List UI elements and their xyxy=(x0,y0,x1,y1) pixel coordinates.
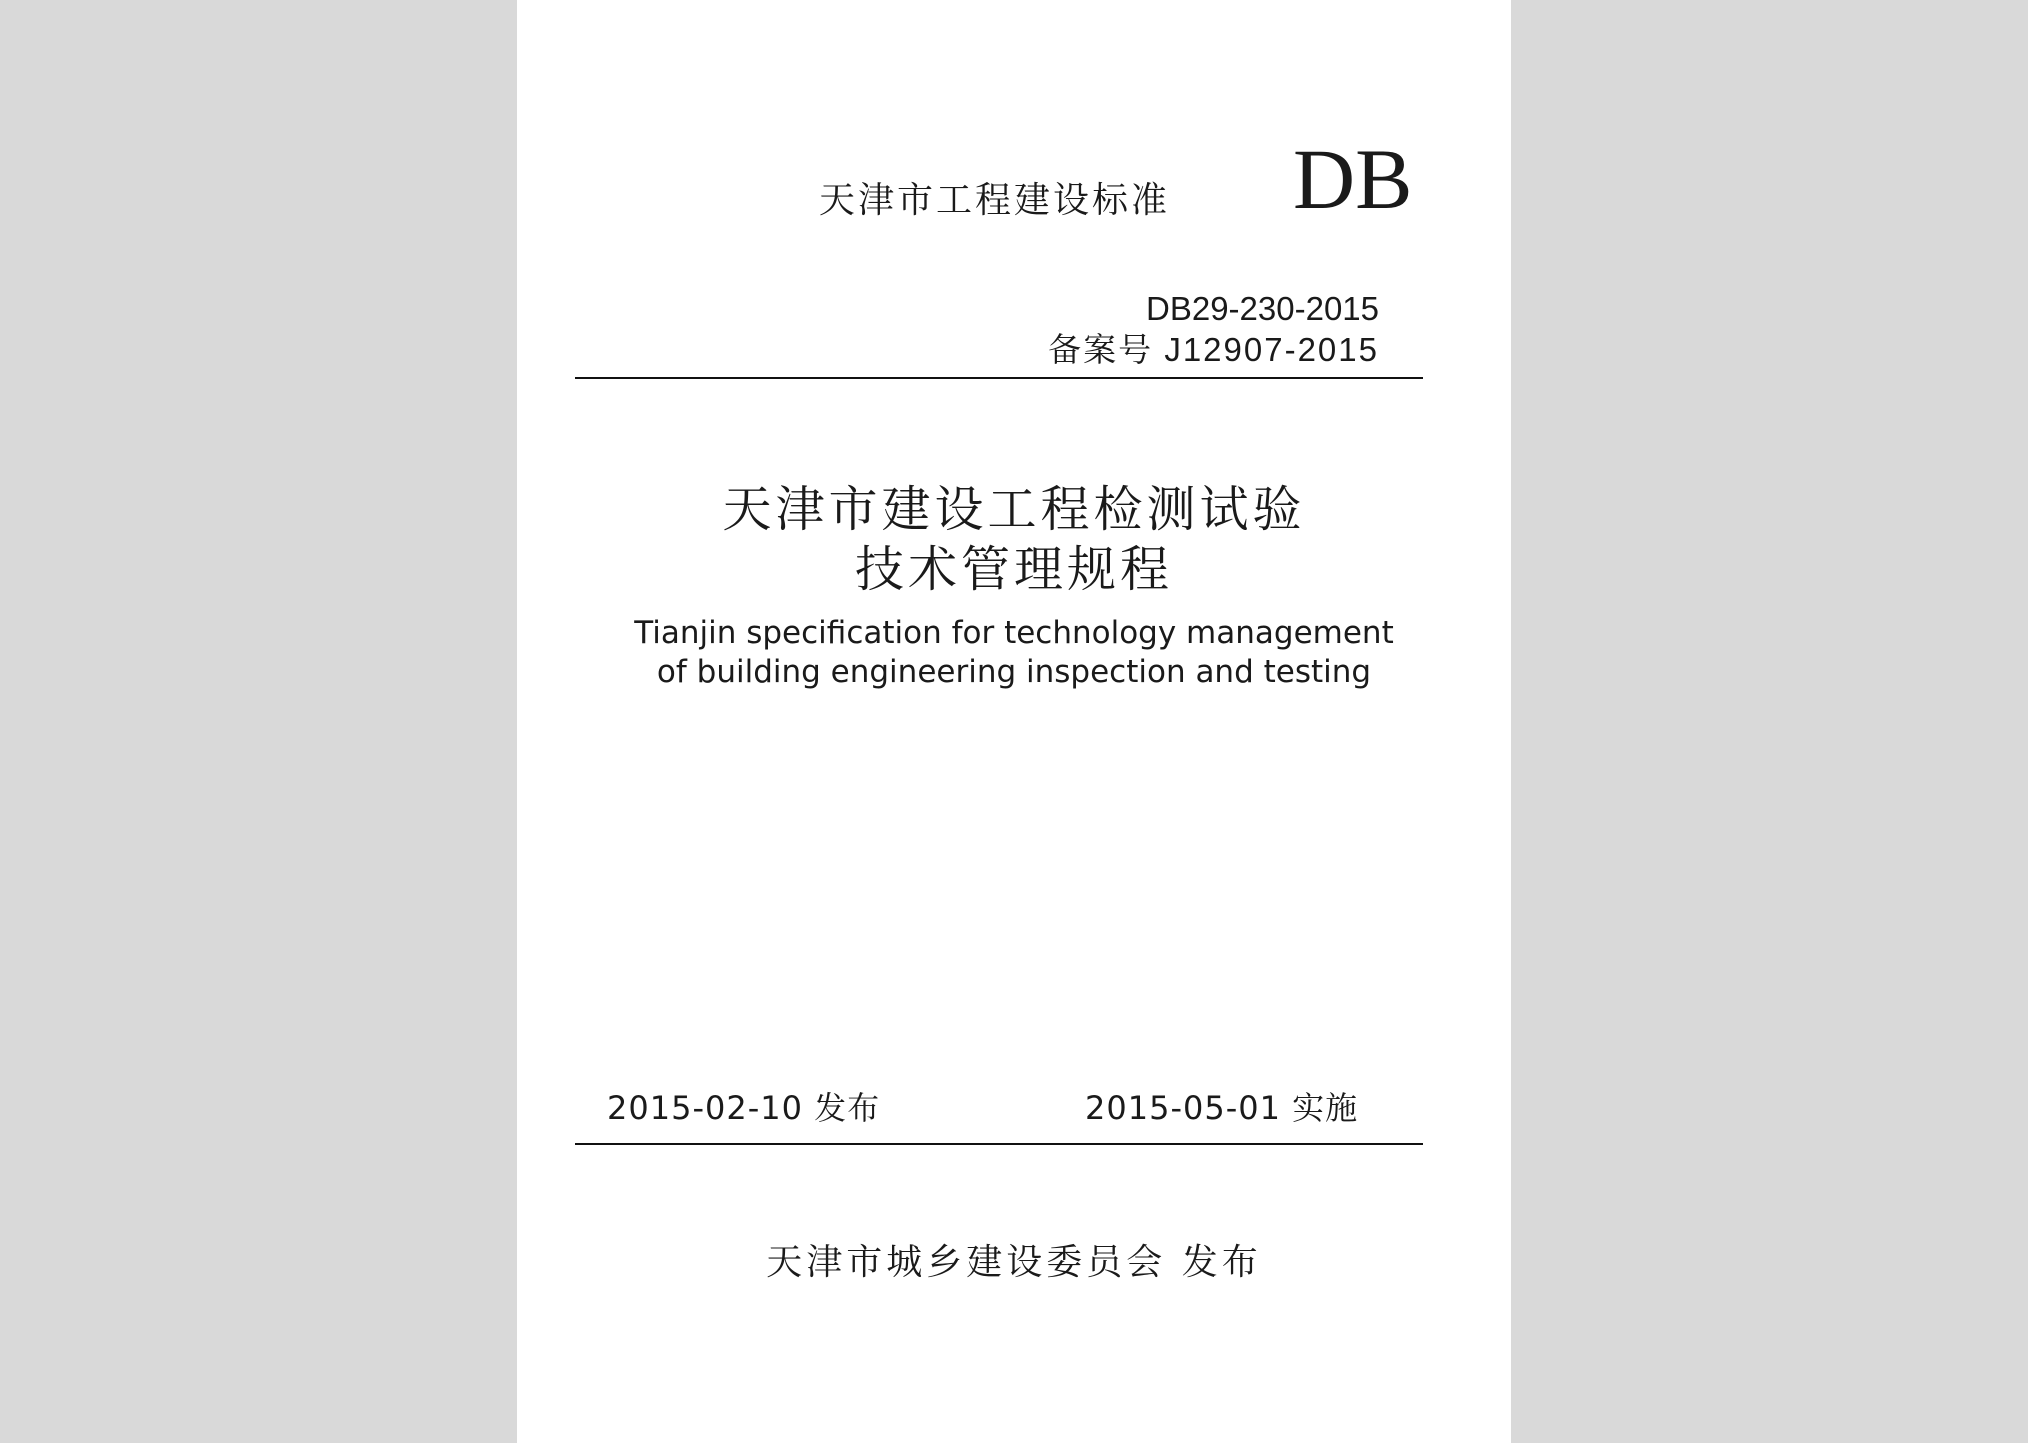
title-en-line1: Tianjin specification for technology management xyxy=(634,615,1394,651)
record-number: 备案号 J12907-2015 xyxy=(1048,331,1379,368)
effective-date: 2015-05-01 实施 xyxy=(1085,1089,1359,1127)
title-cn-line1: 天津市建设工程检测试验 xyxy=(722,481,1306,538)
standard-codes xyxy=(1048,288,1379,370)
document-cover-page xyxy=(517,0,1511,1443)
standard-type-label: 天津市工程建设标准 xyxy=(819,180,1171,221)
title-en-line2: of building engineering inspection and testing xyxy=(656,654,1372,690)
db-mark: DB xyxy=(1293,131,1413,227)
top-divider xyxy=(575,377,1423,379)
standard-number: DB29-230-2015 xyxy=(1146,290,1379,327)
bottom-divider xyxy=(575,1143,1423,1145)
issue-date: 2015-02-10 发布 xyxy=(607,1089,881,1127)
publisher: 天津市城乡建设委员会 发布 xyxy=(766,1242,1262,1283)
title-cn-line2: 技术管理规程 xyxy=(854,541,1173,598)
